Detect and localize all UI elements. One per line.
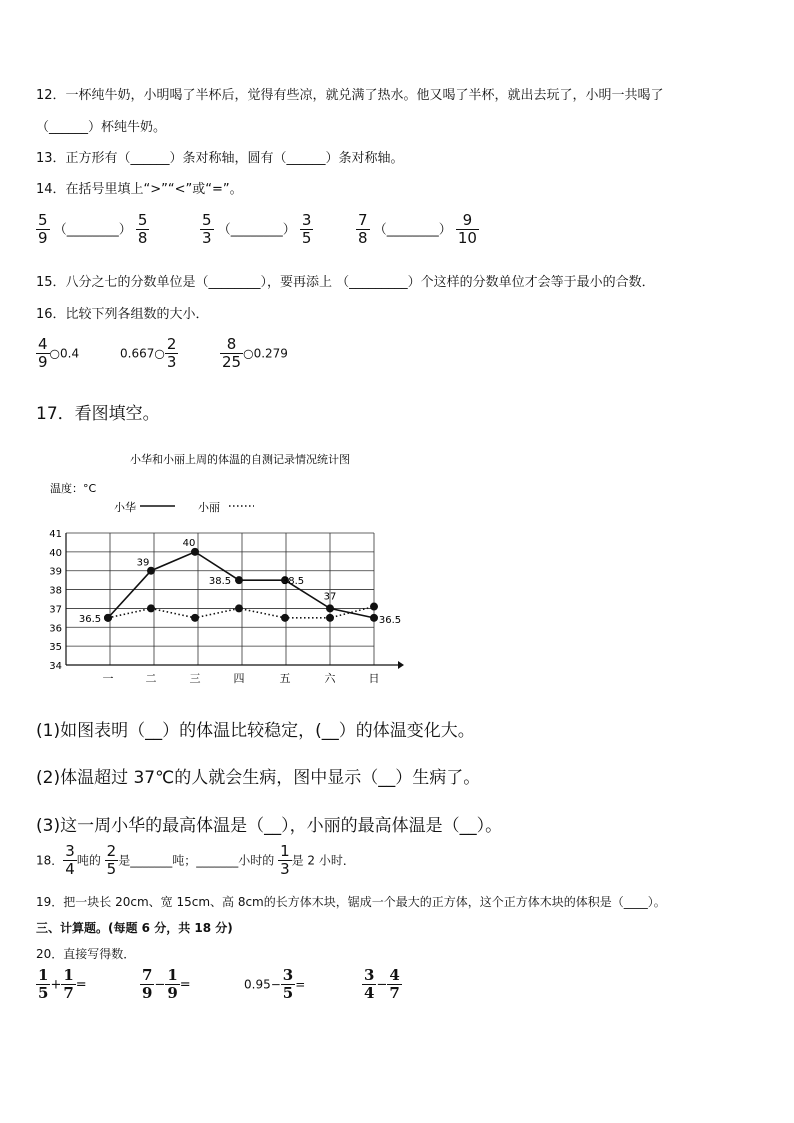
answer-blank[interactable]: （________） [217, 222, 296, 238]
temperature-line-chart [40, 440, 410, 690]
fraction: $\frac{4}{7}$ [389, 966, 400, 1003]
q14-stem: 14．在括号里填上“>”“<”或“=”。 [36, 182, 243, 197]
fraction: $\frac{9}{10}$ [457, 211, 477, 248]
q14-item-2 [200, 212, 313, 248]
q20-item-1: $\frac{1}{5}$ + $\frac{1}{7}$ = [38, 966, 87, 1003]
q16-item-2: 0.667○ $\frac{2}{3}$ [120, 335, 177, 372]
data-label-xiaohua: 38.5 [281, 576, 305, 588]
data-label-xiaohua: 38.5 [208, 576, 232, 588]
data-point-xiaoli [235, 604, 243, 612]
q20-item-4: $\frac{3}{4}$ − $\frac{4}{7}$ [364, 966, 400, 1003]
q17-sub1: (1)如图表明（__）的体温比较稳定，(__）的体温变化大。 [36, 721, 475, 741]
fraction: $\frac{2}{3}$ [166, 335, 177, 372]
fraction: $\frac{3}{5}$ [282, 966, 294, 1003]
fraction: $\frac{1}{5}$ [38, 966, 49, 1003]
x-tick-label: 一 [102, 672, 114, 685]
data-point-xiaoli [281, 614, 289, 622]
data-point-xiaoli [370, 603, 378, 611]
q20-stem: 20．直接写得数． [36, 947, 136, 961]
data-label-xiaohua: 39 [136, 557, 150, 569]
x-tick-label: 二 [145, 672, 157, 685]
fraction: $\frac{7}{8}$ [358, 211, 368, 248]
y-tick-label: 41 [49, 529, 62, 540]
data-label-xiaohua: 36.5 [78, 613, 102, 625]
fraction: $\frac{2}{5}$ [106, 842, 117, 879]
data-point-xiaohua [326, 604, 334, 612]
x-tick-label: 日 [368, 672, 380, 685]
q20-item-2: $\frac{7}{9}$ − $\frac{1}{9}$ = [142, 966, 191, 1003]
y-tick-label: 34 [49, 661, 62, 672]
fraction: $\frac{8}{25}$ [222, 335, 242, 372]
x-tick-label: 三 [189, 672, 201, 685]
y-axis-label: 温度：°C [50, 482, 97, 495]
y-tick-label: 40 [49, 547, 62, 559]
q20-item-3: 0.95− $\frac{3}{5}$ = [244, 966, 306, 1003]
y-tick-label: 37 [49, 604, 62, 616]
y-tick-label: 38 [49, 585, 62, 597]
legend-label-xiaoli: 小丽 [198, 501, 220, 514]
data-point-xiaohua [370, 614, 378, 622]
fraction: $\frac{3}{5}$ [301, 211, 312, 248]
data-label-xiaohua: 37 [323, 591, 337, 603]
q16-item-1: $\frac{4}{9}$ ○0.4 [38, 335, 80, 372]
section-heading: 三、计算题。(每题 6 分，共 18 分) [36, 921, 233, 935]
y-tick-label: 35 [49, 642, 62, 654]
data-point-xiaoli [191, 614, 199, 622]
fraction: $\frac{5}{8}$ [137, 211, 148, 248]
data-point-xiaoli [147, 604, 155, 612]
q19: 19．把一块长 20cm、宽 15cm、高 8cm的长方体木块，锯成一个最大的正方体，这个正方体木块的体积是（____）。 [36, 895, 666, 909]
x-tick-label: 六 [324, 672, 336, 685]
q12-line1: 12．一杯纯牛奶，小明喝了半杯后，觉得有些凉，就兑满了热水。他又喝了半杯，就出去玩了，小明一共喝了 [36, 88, 664, 103]
q15: 15．八分之七的分数单位是（________），要再添上 （_________）个这样的分数单位才会等于最小的合数． [36, 275, 655, 290]
x-tick-label: 五 [279, 672, 291, 685]
fraction: $\frac{4}{9}$ [38, 335, 48, 372]
q17-sub3: (3)这一周小华的最高体温是（__），小丽的最高体温是（__）。 [36, 816, 503, 836]
q17-sub2: (2)体温超过 37℃的人就会生病，图中显示（__）生病了。 [36, 768, 481, 788]
fraction: $\frac{3}{4}$ [65, 842, 75, 879]
data-point-xiaohua [235, 576, 243, 584]
fraction: $\frac{1}{7}$ [63, 966, 74, 1003]
data-point-xiaoli [326, 614, 334, 622]
q16-stem: 16．比较下列各组数的大小． [36, 307, 209, 322]
q12-line2: （______）杯纯牛奶。 [36, 120, 167, 135]
y-tick-label: 36 [49, 623, 62, 635]
fraction: $\frac{1}{3}$ [280, 842, 290, 879]
x-axis-arrow [398, 661, 404, 669]
q13: 13．正方形有（______）条对称轴，圆有（______）条对称轴。 [36, 151, 404, 166]
answer-blank[interactable]: （________） [53, 222, 132, 238]
data-label-xiaohua: 40 [182, 537, 196, 549]
q14-item-1 [36, 212, 149, 248]
x-tick-label: 四 [233, 672, 245, 685]
fraction: $\frac{3}{4}$ [364, 966, 375, 1003]
fraction: $\frac{1}{9}$ [167, 966, 178, 1003]
answer-blank[interactable]: （________） [373, 222, 452, 238]
legend-label-xiaohua: 小华 [114, 501, 136, 514]
q14-item-3 [356, 212, 479, 248]
q17-stem: 17．看图填空。 [36, 404, 160, 424]
data-label-xiaohua: 36.5 [378, 614, 402, 626]
fraction: $\frac{5}{3}$ [202, 211, 212, 248]
fraction: $\frac{5}{9}$ [38, 211, 48, 248]
fraction: $\frac{7}{9}$ [142, 966, 153, 1003]
q16-item-3: $\frac{8}{25}$ ○0.279 [222, 335, 288, 372]
data-point-xiaohua [191, 548, 199, 556]
q18: 18． $\frac{3}{4}$ 吨的 $\frac{2}{5}$ 是_______吨；_______小时的 $\frac{1}{3}$ 是 2 小时． [36, 842, 355, 879]
data-point-xiaohua [104, 614, 112, 622]
chart-title: 小华和小丽上周的体温的自测记录情况统计图 [130, 453, 350, 466]
y-tick-label: 39 [49, 566, 62, 578]
